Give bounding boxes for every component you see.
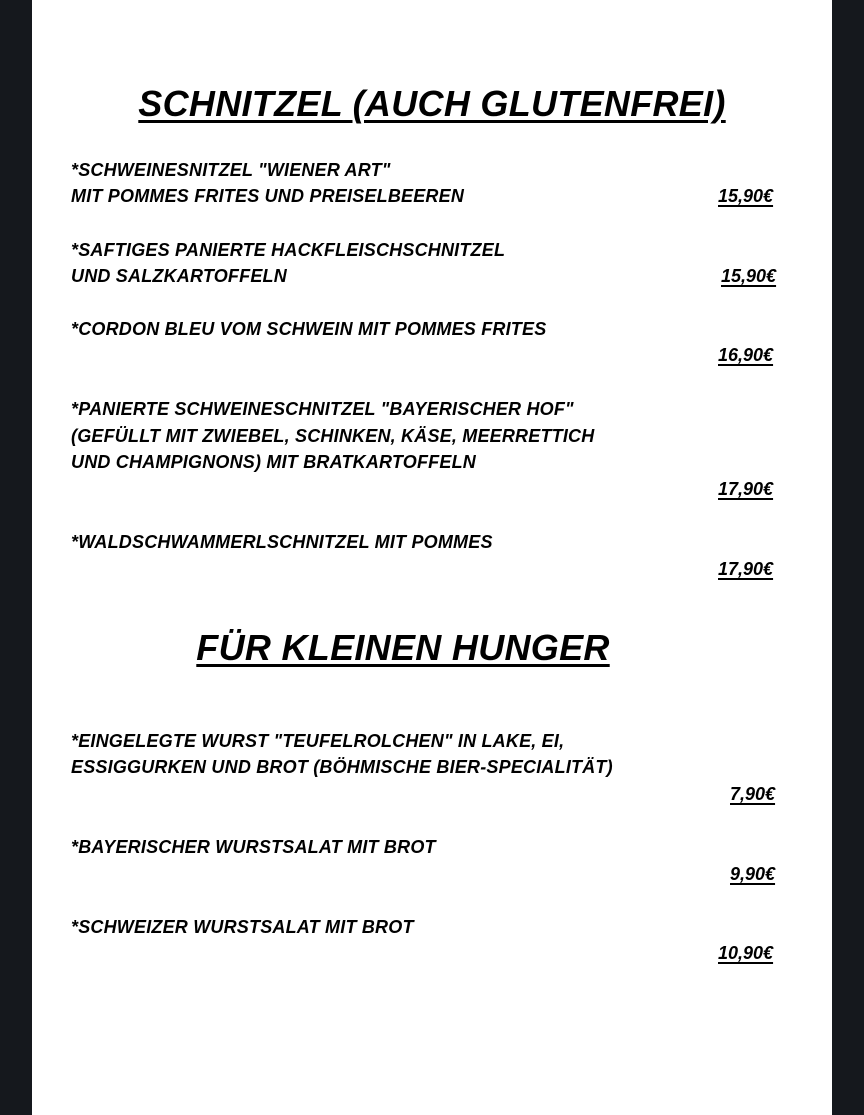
menu-item-line: *SCHWEIZER WURSTSALAT MIT BROT (71, 917, 414, 937)
menu-page (32, 0, 832, 1115)
menu-item-price: 10,90€ (718, 943, 774, 963)
menu-item-price: 17,90€ (718, 559, 774, 579)
menu-item-line: *EINGELEGTE WURST "TEUFELROLCHEN" IN LAKE, EI, (71, 731, 565, 751)
menu-item-price: 15,90€ (718, 186, 774, 206)
menu-item-line: *SAFTIGES PANIERTE HACKFLEISCHSCHNITZEL (71, 240, 506, 260)
menu-item-price: 16,90€ (718, 345, 774, 365)
menu-item-line: MIT POMMES FRITES UND PREISELBEEREN (71, 186, 465, 206)
menu-item-price: 7,90€ (730, 784, 776, 804)
menu-item-price: 17,90€ (718, 479, 774, 499)
menu-item-line: *CORDON BLEU VOM SCHWEIN MIT POMMES FRITES (71, 319, 547, 339)
menu-item-price: 9,90€ (730, 864, 776, 884)
menu-item-line: *SCHWEINESNITZEL "WIENER ART" (71, 160, 391, 180)
menu-item-line: (GEFÜLLT MIT ZWIEBEL, SCHINKEN, KÄSE, MEERRETTICH (71, 426, 595, 446)
menu-item-line: UND CHAMPIGNONS) MIT BRATKARTOFFELN (71, 452, 476, 472)
menu-item-line: UND SALZKARTOFFELN (71, 266, 287, 286)
section-title-kleinen-hunger: FÜR KLEINEN HUNGER (196, 627, 610, 668)
menu-item-line: ESSIGGURKEN UND BROT (BÖHMISCHE BIER-SPECIALITÄT) (71, 757, 613, 777)
menu-item-line: *BAYERISCHER WURSTSALAT MIT BROT (71, 837, 436, 857)
menu-item-price: 15,90€ (721, 266, 777, 286)
menu-item-line: *WALDSCHWAMMERLSCHNITZEL MIT POMMES (71, 532, 493, 552)
section-title-schnitzel: SCHNITZEL (AUCH GLUTENFREI) (138, 83, 726, 124)
menu-item-line: *PANIERTE SCHWEINESCHNITZEL "BAYERISCHER HOF" (71, 399, 574, 419)
